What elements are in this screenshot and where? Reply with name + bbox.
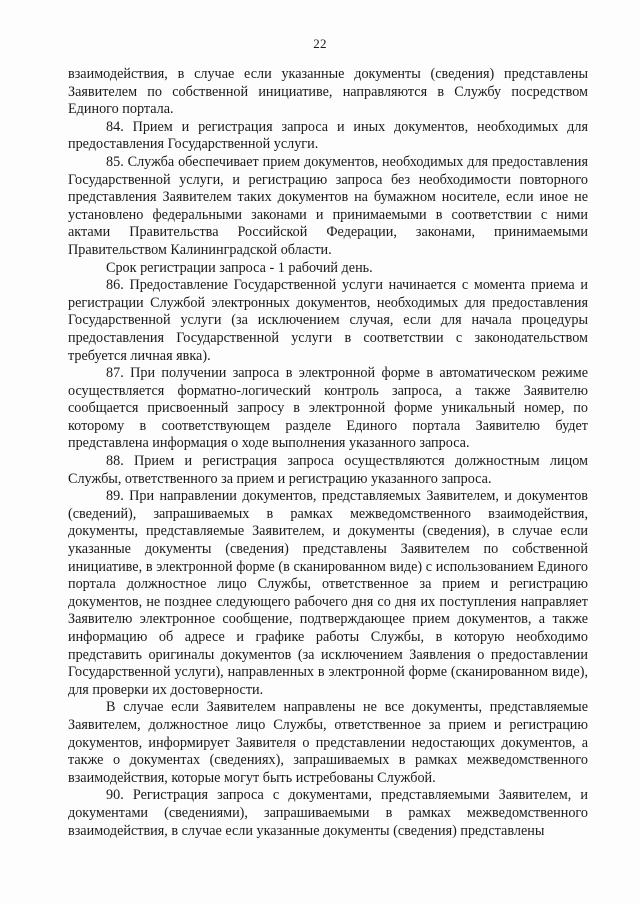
paragraph-continuation: взаимодействия, в случае если указанные документы (сведения) представлены Заявителем по собственной инициативе, направляются в Службу посредством Единого портала.: [68, 66, 588, 118]
paragraph-85: 85. Служба обеспечивает прием документов, необходимых для предоставления Государственной услуги, и регистрацию запроса без необходимости повторного представления Заявителем таких документов на бумажном носителе, если иное не установлено федеральными законами и принимаемыми в соответствии с ними актами Правительства Российской Федерации, законами, принимаемыми Правительством Калининградской области.: [68, 153, 588, 258]
page-number: 22: [313, 36, 327, 51]
paragraph-88: 88. Прием и регистрация запроса осуществляются должностным лицом Службы, ответственного за прием и регистрацию указанного запроса.: [68, 453, 588, 487]
paragraph-86: 86. Предоставление Государственной услуги начинается с момента приема и регистрации Службой электронных документов, необходимых для предоставления Государственной услуги (за исключением случая, если для начала процедуры предоставления Государственной услуги в соответствии с законодательством требуется личная явка).: [68, 277, 588, 364]
document-body: [68, 66, 588, 840]
paragraph-registration-term: Срок регистрации запроса - 1 рабочий день.: [106, 259, 373, 276]
paragraph-84: 84. Прием и регистрация запроса и иных документов, необходимых для предоставления Государственной услуги.: [68, 118, 588, 153]
paragraph-87: 87. При получении запроса в электронной форме в автоматическом режиме осуществляется форматно-логический контроль запроса, а также Заявителю сообщается присвоенный запросу в электронной форме уникальный номер, по которому в соответствующем разделе Единого портала Заявителю будет представлена информация о ходе выполнения указанного запроса.: [68, 365, 588, 452]
paragraph-89: 89. При направлении документов, представляемых Заявителем, и документов (сведений), запрашиваемых в рамках межведомственного взаимодействия, документы, представляемые Заявителем, и документы (сведения), в случае если указанные документы (сведения) представлены Заявителем по собственной инициативе, в электронной форме (в сканированном виде) с использованием Единого портала должностное лицо Службы, ответственное за прием и регистрацию документов, не позднее следующего рабочего дня со дня их поступления направляет Заявителю электронное сообщение, подтверждающее прием документов, а также информацию об адресе и графике работы Службы, в которую необходимо представить оригиналы документов (за исключением Заявления о предоставлении Государственной услуги), направленных в электронной форме (сканированном виде), для проверки их достоверности.: [68, 488, 588, 698]
paragraph-89-missing-documents: В случае если Заявителем направлены не все документы, представляемые Заявителем, должностное лицо Службы, ответственное за прием и регистрацию документов, информирует Заявителя о представлении недостающих документов, а также о документах (сведениях), запрашиваемых в рамках межведомственного взаимодействия, которые могут быть истребованы Службой.: [68, 699, 588, 786]
paragraph-90: 90. Регистрация запроса с документами, представляемыми Заявителем, и документами (сведениями), запрашиваемыми в рамках межведомственного взаимодействия, в случае если указанные документы (сведения) представлены: [68, 787, 588, 839]
